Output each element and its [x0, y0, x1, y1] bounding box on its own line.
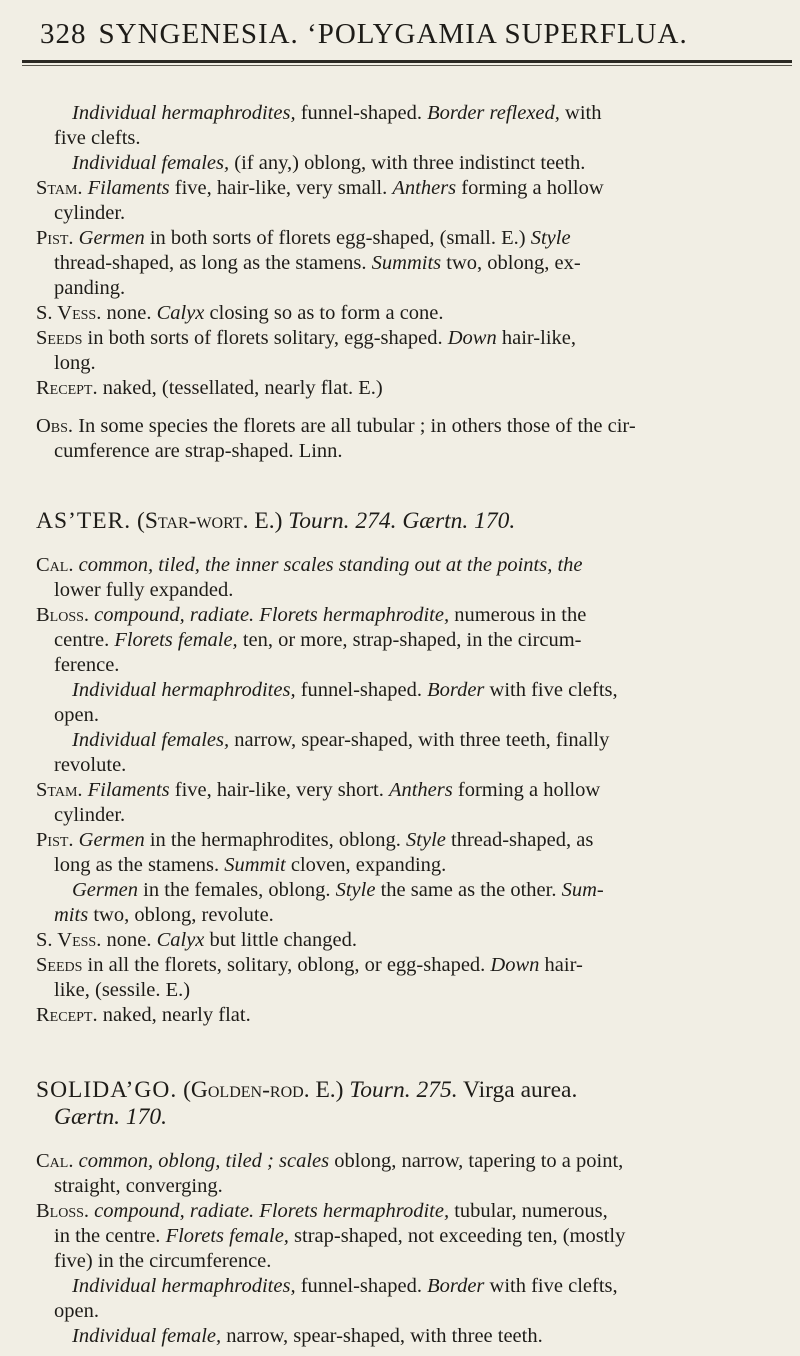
text-line: cumference are strap-shaped. Linn. [54, 440, 343, 463]
genus-heading-solidago-ref: Gærtn. 170. [54, 1103, 167, 1130]
text-line: in the centre. Florets female, strap-shaped, not exceeding ten, (mostly [54, 1225, 626, 1247]
text-line: lower fully expanded. [54, 578, 234, 601]
text-line: Stam. Filaments five, hair-like, very short. Anthers forming a hollow [36, 778, 601, 801]
text-line: open. [54, 703, 99, 726]
running-header [40, 18, 780, 51]
header-rule [22, 60, 792, 69]
text-line: thread-shaped, as long as the stamens. Summits two, oblong, ex- [54, 251, 581, 274]
text-line: cylinder. [54, 201, 126, 224]
text-line: Individual hermaphrodites, funnel-shaped. Border with five clefts, [72, 1275, 618, 1297]
text-line: Stam. Filaments five, hair-like, very small. Anthers forming a hollow [36, 176, 604, 199]
text-line: Individual females, narrow, spear-shaped, with three teeth, finally [72, 728, 610, 751]
text-line: Cal. common, oblong, tiled ; scales oblong, narrow, tapering to a point, [36, 1150, 624, 1172]
text-line: S. Vess. none. Calyx but little changed. [36, 928, 357, 951]
text-line: five clefts. [54, 126, 141, 149]
text-line: centre. Florets female, ten, or more, strap-shaped, in the circum- [54, 628, 582, 651]
text-line: Recept. naked, nearly flat. [36, 1003, 251, 1026]
text-line: S. Vess. none. Calyx closing so as to form a cone. [36, 301, 444, 324]
text-line: revolute. [54, 753, 127, 776]
text-line: long. [54, 351, 96, 374]
text-line: Seeds in both sorts of florets solitary, egg-shaped. Down hair-like, [36, 326, 576, 349]
genus-heading-aster: AS’TER. (Star-wort. E.) Tourn. 274. Gærtn. 170. [36, 507, 516, 534]
text-line: Bloss. compound, radiate. Florets hermaphrodite, tubular, numerous, [36, 1200, 608, 1222]
text-line: Individual hermaphrodites, funnel-shaped. Border with five clefts, [72, 678, 618, 701]
text-line: cylinder. [54, 803, 126, 826]
page-number: 328 [40, 18, 87, 50]
text-line: ference. [54, 653, 120, 676]
text-line: long as the stamens. Summit cloven, expanding. [54, 853, 447, 876]
text-line: mits two, oblong, revolute. [54, 903, 274, 926]
text-line: Pist. Germen in the hermaphrodites, oblong. Style thread-shaped, as [36, 828, 594, 851]
text-line: Bloss. compound, radiate. Florets hermaphrodite, numerous in the [36, 603, 587, 626]
text-line: Individual females, (if any,) oblong, with three indistinct teeth. [72, 151, 586, 174]
text-line: like, (sessile. E.) [54, 978, 191, 1001]
text-line: Obs. In some species the florets are all tubular ; in others those of the cir- [36, 415, 636, 438]
text-line: Individual female, narrow, spear-shaped, with three teeth. [72, 1325, 543, 1347]
text-line: Germen in the females, oblong. Style the same as the other. Sum- [72, 878, 604, 901]
text-line: Seeds in all the florets, solitary, oblong, or egg-shaped. Down hair- [36, 953, 583, 976]
text-line: open. [54, 1300, 99, 1322]
text-line: five) in the circumference. [54, 1250, 272, 1272]
text-line: Recept. naked, (tessellated, nearly flat. E.) [36, 376, 383, 399]
text-line: straight, converging. [54, 1175, 223, 1197]
text-line: panding. [54, 276, 126, 299]
genus-heading-solidago: SOLIDA’GO. (Golden-rod. E.) Tourn. 275. Virga aurea. [36, 1076, 578, 1103]
text-line: Cal. common, tiled, the inner scales standing out at the points, the [36, 553, 583, 576]
text-line: Individual hermaphrodites, funnel-shaped. Border reflexed, with [72, 102, 602, 124]
running-title: SYNGENESIA. ‘POLYGAMIA SUPERFLUA. [98, 18, 688, 50]
text-line: Pist. Germen in both sorts of florets egg-shaped, (small. E.) Style [36, 226, 571, 249]
